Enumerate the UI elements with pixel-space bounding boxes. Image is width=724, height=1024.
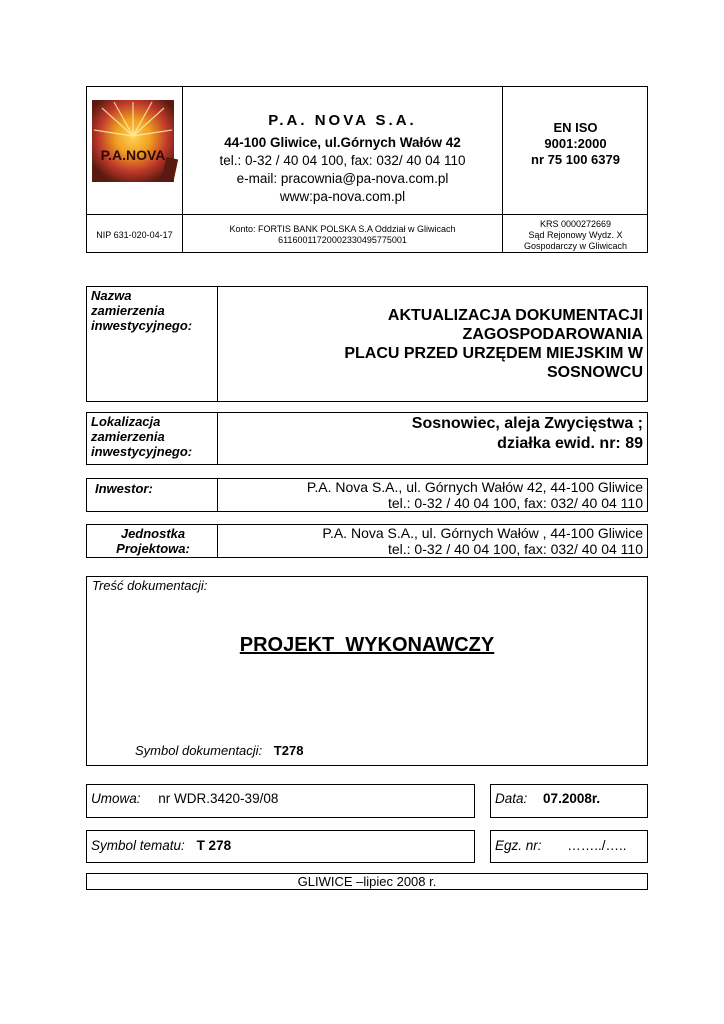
value-line: działka ewid. nr: 89 (497, 435, 643, 452)
document-title: PROJEKT WYKONAWCZY (239, 634, 495, 656)
date-value: 07.2008r. (543, 791, 601, 806)
iso-line-1: EN ISO (553, 120, 598, 135)
krs-info (503, 219, 648, 252)
logo-graphic (92, 100, 178, 186)
company-logo (92, 100, 178, 186)
label-line: Nazwa (91, 288, 132, 303)
iso-line-3: nr 75 100 6379 (531, 152, 620, 167)
label-line: Lokalizacja (91, 414, 161, 429)
label-line: inwestycyjnego: (91, 318, 193, 333)
date-text (495, 791, 600, 806)
company-website: www:pa-nova.com.pl (279, 189, 406, 204)
label-line: zamierzenia (91, 303, 165, 318)
topic-value: T 278 (196, 838, 232, 853)
value-line: PLACU PRZED URZĘDEM MIEJSKIM W (344, 345, 643, 362)
company-email: e-mail: pracownia@pa-nova.com.pl (236, 171, 449, 186)
iso-certificate (503, 120, 648, 168)
design-unit-label (91, 526, 215, 556)
bank-line-1: Konto: FORTIS BANK POLSKA S.A Oddział w Gliwicach (229, 224, 456, 234)
value-line: SOSNOWCU (547, 364, 643, 381)
copy-label: Egz. nr: (495, 838, 542, 853)
value-line: ZAGOSPODAROWANIA (462, 326, 643, 343)
location-value (220, 414, 643, 454)
investment-name-label (91, 288, 215, 333)
krs-line-1: KRS 0000272669 (539, 219, 612, 229)
company-address: 44-100 Gliwice, ul.Górnych Wałów 42 (224, 135, 461, 150)
label-line: zamierzenia (91, 429, 165, 444)
company-phone: tel.: 0-32 / 40 04 100, fax: 032/ 40 04 110 (219, 153, 466, 168)
bank-line-2: 61160011720002330495775001 (278, 235, 407, 245)
content-label: Treść dokumentacji: (92, 578, 208, 593)
copy-value: ……../….. (567, 838, 627, 853)
copy-number-text (495, 838, 627, 853)
investment-name-value (220, 306, 643, 382)
document-symbol (135, 743, 303, 758)
krs-line-2: Sąd Rejonowy Wydz. X (528, 230, 623, 240)
topic-text (91, 838, 231, 853)
label-line: Projektowa: (116, 541, 190, 556)
date-label: Data: (495, 791, 528, 806)
symbol-value: T278 (273, 743, 304, 758)
value-line: tel.: 0-32 / 40 04 100, fax: 032/ 40 04 110 (387, 495, 643, 511)
iso-line-2: 9001:2000 (544, 136, 607, 151)
logo-text: P.A.NOVA (100, 147, 166, 163)
value-line: Sosnowiec, aleja Zwycięstwa ; (411, 415, 643, 432)
contract-text (91, 791, 278, 806)
company-details (183, 112, 502, 206)
bank-account (183, 224, 502, 246)
krs-line-3: Gospodarczy w Gliwicach (523, 241, 628, 251)
investor-label: Inwestor: (95, 481, 153, 496)
location-label (91, 414, 215, 459)
label-line: inwestycyjnego: (91, 444, 193, 459)
contract-label: Umowa: (91, 791, 141, 806)
nip-number: NIP 631-020-04-17 (96, 230, 173, 240)
value-line: P.A. Nova S.A., ul. Górnych Wałów , 44-100 Gliwice (322, 525, 643, 541)
footer-place-date: GLIWICE –lipiec 2008 r. (86, 873, 648, 890)
investor-value (220, 479, 643, 511)
company-name: P.A. NOVA S.A. (268, 112, 417, 129)
design-unit-value (220, 525, 643, 557)
value-line: tel.: 0-32 / 40 04 100, fax: 032/ 40 04 110 (387, 541, 643, 557)
label-line: Jednostka (120, 526, 186, 541)
symbol-label: Symbol dokumentacji: (135, 743, 263, 758)
contract-value: nr WDR.3420-39/08 (158, 791, 279, 806)
value-line: P.A. Nova S.A., ul. Górnych Wałów 42, 44-100 Gliwice (306, 479, 643, 495)
value-line: AKTUALIZACJA DOKUMENTACJI (387, 307, 643, 324)
document-content-box (86, 576, 648, 766)
topic-label: Symbol tematu: (91, 838, 185, 853)
